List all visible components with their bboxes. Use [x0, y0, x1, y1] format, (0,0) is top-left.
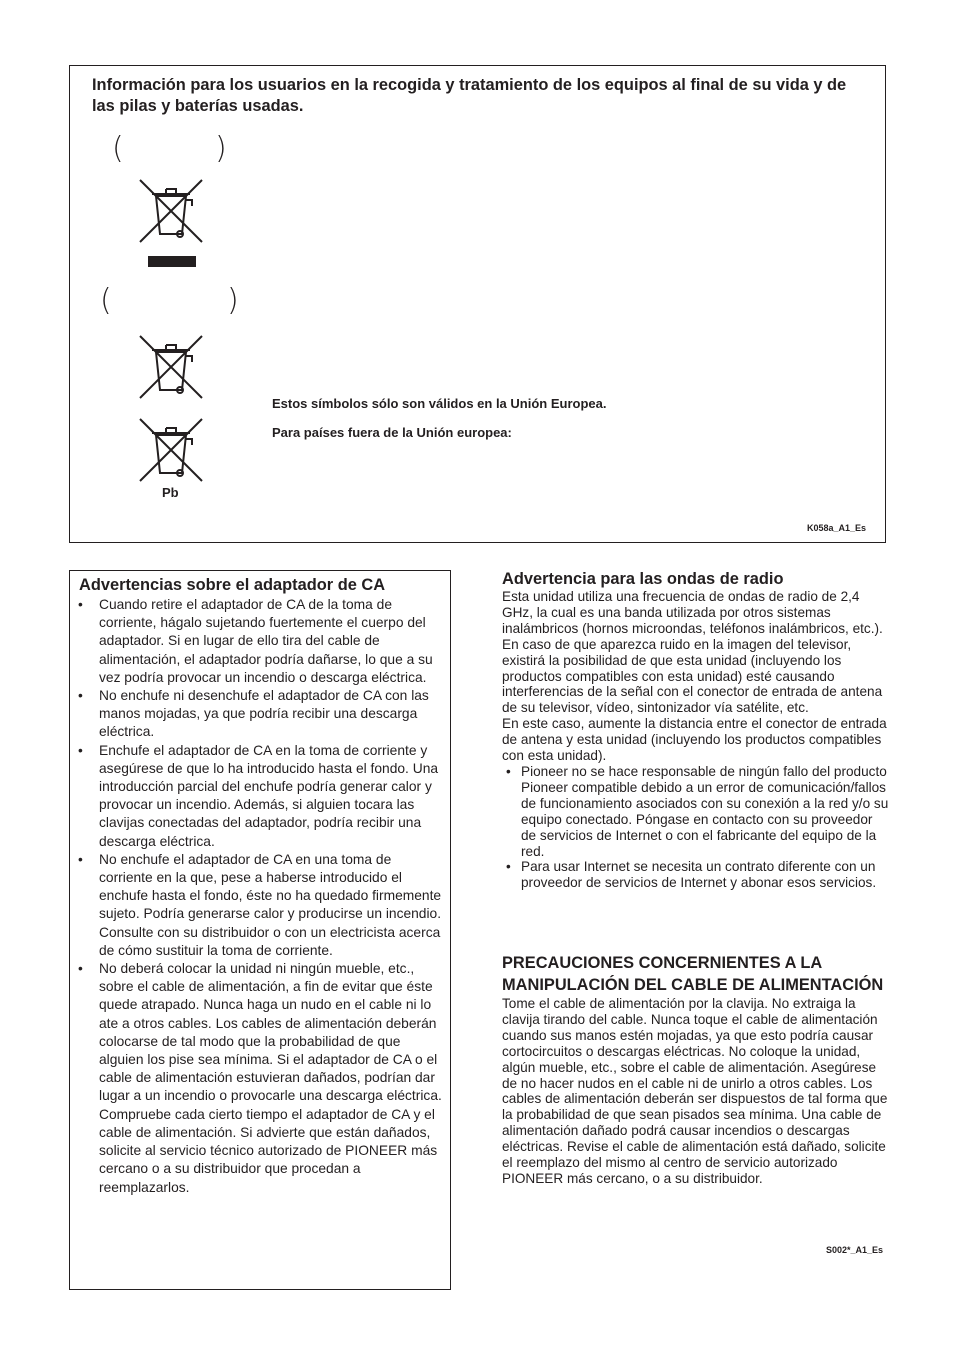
list-item: • No deberá colocar la unidad ni ningún mueble, etc., sobre el cable de alimentación, a fin de evitar que éste quede atrapado. Nunca haga un nudo en el cable ni lo ate a otros cables. Los cables de alimentación deberán colocarse de tal modo que la probabilidad de que alguien los pise sea mínima. Si el adaptador de CA o el cable de alimentación estuvieran dañados, podrían dar lugar a un incendio o provocarle una descarga eléctrica. Compruebe cada cierto tiempo el adaptador de CA y el cable de alimentación. Si advierte que están dañados, solicite al servicio técnico autorizado de PIONEER más cercano o a su distribuidor que procedan a reemplazarlos. [78, 960, 442, 1197]
left-parenthesis: ( [100, 283, 112, 318]
crossed-out-wheelie-bin-icon [138, 178, 204, 270]
power-cable-section [502, 953, 890, 1187]
paragraph: En este caso, aumente la distancia entre el conector de entrada de antena y esta unidad (incluyendo los productos compatibles con esta unidad). [502, 716, 887, 764]
list-item: • Pioneer no se hace responsable de ningún fallo del producto Pioneer compatible debido a un error de comunicación/fallos de funcionamiento asociados con su conexión a la red y/o su equipo conectado. Póngase en contacto con su proveedor de servicios de Internet o con el fabricante del equipo de la red. [502, 764, 890, 859]
notice-list [502, 764, 890, 891]
non-eu-countries-note: Para países fuera de la Unión europea: [272, 425, 512, 440]
ac-adapter-warnings-box [69, 570, 451, 1290]
list-item: • Enchufe el adaptador de CA en la toma de corriente y asegúrese de que lo ha introducido hasta el fondo. Una introducción parcial del enchufe podría generar calor y provocar un incendio. Además, si alguien tocara las clavijas conectadas del adaptador, podría recibir una descarga eléctrica. [78, 742, 442, 851]
document-code: S002*_A1_Es [826, 1245, 884, 1255]
paragraph: En caso de que aparezca ruido en la imagen del televisor, existirá la posibilidad de que esta unidad (incluyendo los productos compatibles con esta unidad) esté causando interferencias de la señal con el conector de entrada de antena de su televisor, vídeo, sintonizador vía satélite, etc. [502, 636, 883, 716]
list-item: • No enchufe ni desenchufe el adaptador de CA con las manos mojadas, ya que podría recibir una descarga eléctrica. [78, 687, 442, 742]
list-item: • Cuando retire el adaptador de CA de la toma de corriente, hágalo sujetando fuertemente el cuerpo del adaptador. Si en lugar de ello tira del cable de alimentación, el adaptador podría dañarse, lo que a su vez podría provocar un incendio o descarga eléctrica. [78, 596, 442, 687]
right-parenthesis: ) [215, 131, 227, 166]
document-code: K058a_A1_Es [807, 523, 867, 533]
pb-chemical-label: Pb [162, 485, 179, 500]
right-parenthesis: ) [227, 283, 239, 318]
section-title: Advertencia para las ondas de radio [502, 570, 784, 588]
weee-title: Información para los usuarios en la recogida y tratamiento de los equipos al final de su vida y de las pilas y baterías usadas. [92, 76, 847, 115]
paragraph: Esta unidad utiliza una frecuencia de ondas de radio de 2,4 GHz, la cual es una banda utilizada por otros sistemas inalámbricos (hornos microondas, teléfonos inalámbricos, etc.). [502, 589, 883, 636]
weee-info-box [69, 65, 886, 543]
paragraph: Tome el cable de alimentación por la clavija. No extraiga la clavija tirando del cable. Nunca toque el cable de alimentación cuando sus manos estén mojadas, ya que esto podría causar cortocircuitos o descargas eléctricas. No coloque la unidad, algún mueble, etc., sobre el cable de alimentación. Asegúrese de no hacer nudos en el cable ni de unirlo a otros cables. Los cables de alimentación deberán ser dispuestos de tal forma que la probabilidad de que sean pisados sea mínima. Una cable de alimentación dañado podrá causar incendios o descargas eléctricas. Revise el cable de alimentación está dañado, solicite el reemplazo del mismo al centro de servicio autorizado PIONEER más cercano, o a su distribuidor. [502, 996, 888, 1186]
section-title: Advertencias sobre el adaptador de CA [79, 576, 386, 594]
section-title: PRECAUCIONES CONCERNIENTES A LA MANIPULACIÓN DEL CABLE DE ALIMENTACIÓN [502, 954, 884, 994]
warning-list [78, 596, 442, 1197]
list-item: • Para usar Internet se necesita un contrato diferente con un proveedor de servicios de Internet y abonar esos servicios. [502, 859, 890, 891]
radio-waves-section [502, 569, 890, 891]
list-item: • No enchufe el adaptador de CA en una toma de corriente en la que, pese a haberse introducido el enchufe hasta el fondo, éste no ha quedado firmemente sujeto. Podría generarse calor y producirse un incendio. Consulte con su distribuidor o con un electricista acerca de cómo sustituir la toma de corriente. [78, 851, 442, 960]
left-parenthesis: ( [112, 131, 124, 166]
crossed-out-wheelie-bin-icon [138, 417, 204, 485]
crossed-out-wheelie-bin-icon [138, 334, 204, 402]
eu-validity-note: Estos símbolos sólo son válidos en la Unión Europea. [272, 396, 607, 411]
